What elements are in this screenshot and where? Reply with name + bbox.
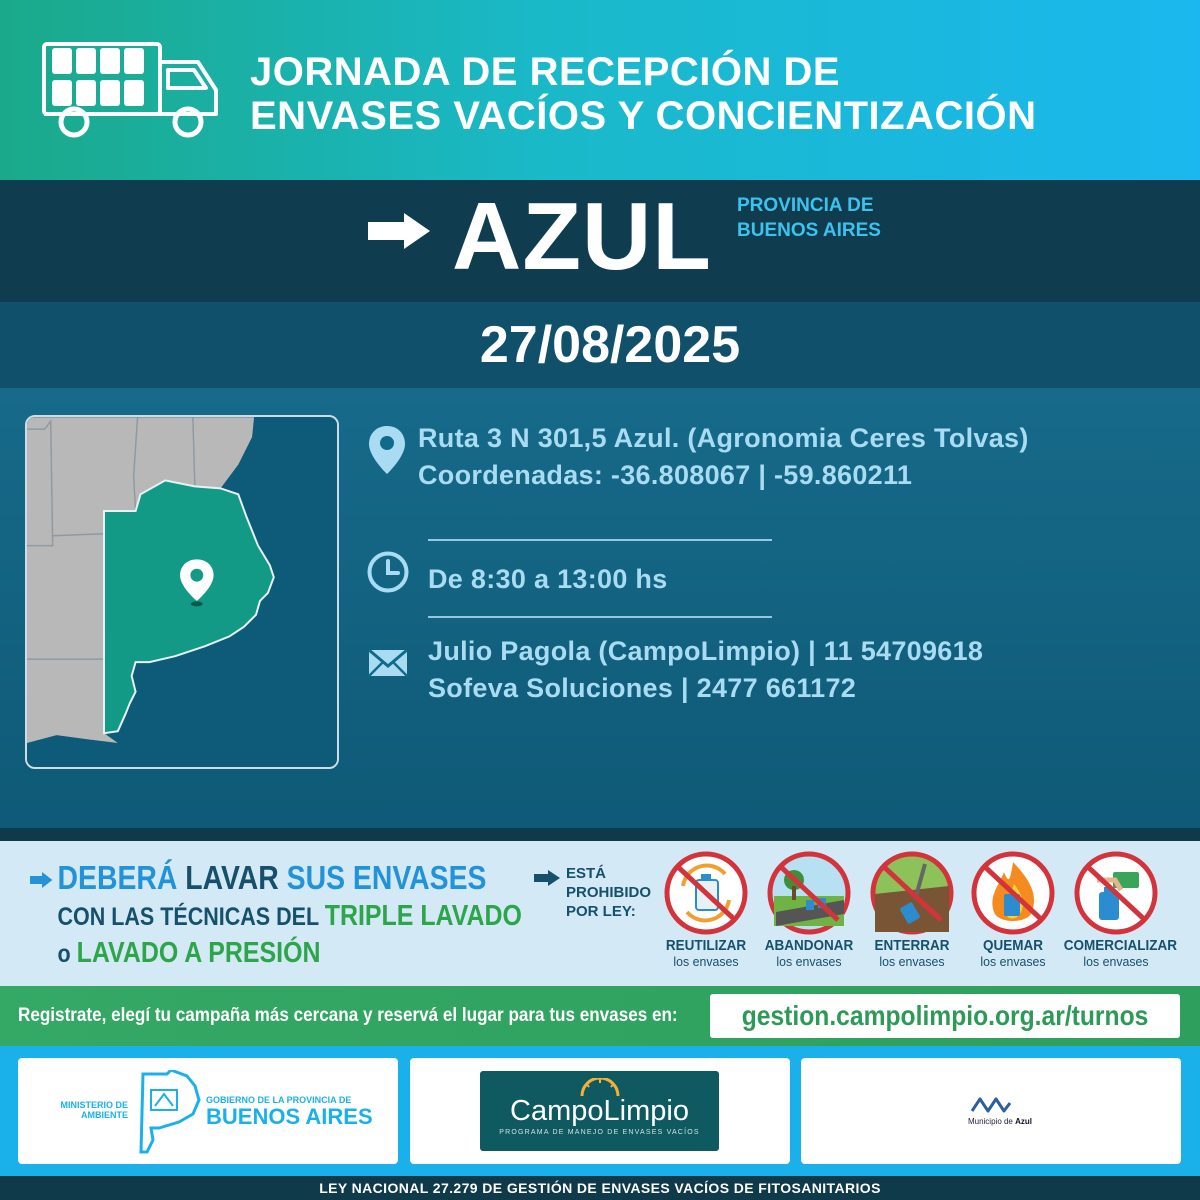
clock-icon	[366, 550, 410, 594]
title-line-1: JORNADA DE RECEPCIÓN DE	[250, 50, 841, 94]
contact-block	[428, 633, 983, 707]
buenos-aires-label: BUENOS AIRES	[206, 1104, 373, 1129]
prohibited-object: los envases	[879, 954, 945, 969]
province-map-graphic	[27, 417, 337, 767]
prohibited-sell	[1058, 850, 1178, 969]
contact-line-1: Julio Pagola (CampoLimpio) | 11 54709618	[428, 636, 984, 666]
event-date: 27/08/2025	[479, 316, 741, 374]
divider	[428, 539, 772, 541]
no-abandon-icon	[766, 850, 852, 936]
campolimpio-name: CampoLimpio	[510, 1095, 689, 1127]
location-pin-icon	[366, 424, 408, 476]
footer-law: LEY NACIONAL 27.279 DE GESTIÓN DE ENVASES VACÍOS DE FITOSANITARIOS	[0, 1176, 1200, 1200]
prohibited-abandon	[751, 850, 867, 969]
province-line-2: BUENOS AIRES	[737, 220, 881, 241]
page-title	[250, 50, 1180, 138]
separator-band	[0, 828, 1200, 841]
no-reuse-icon	[663, 850, 749, 936]
address-line: Ruta 3 N 301,5 Azul. (Agronomia Ceres Tolvas)	[418, 423, 1029, 453]
arrow-right-icon	[534, 870, 560, 886]
prohibited-object: los envases	[776, 954, 842, 969]
prohibited-verb: COMERCIALIZAR	[1063, 937, 1178, 954]
washing-notice-line-1: DEBERÁ LAVAR SUS ENVASES	[30, 858, 522, 898]
prohibited-reuse	[648, 850, 764, 969]
no-sell-icon	[1073, 850, 1159, 936]
register-url-link[interactable]: gestion.campolimpio.org.ar/turnos	[710, 994, 1180, 1038]
arrow-right-icon	[366, 212, 432, 250]
washing-notice-line-2: CON LAS TÉCNICAS DEL TRIPLE LAVADO	[57, 900, 522, 932]
no-bury-icon	[869, 850, 955, 936]
location-map	[25, 415, 339, 769]
prohibited-bury	[854, 850, 970, 969]
address-block	[418, 420, 1029, 494]
gobierno-label: GOBIERNO DE LA PROVINCIA DE	[206, 1095, 352, 1105]
washing-notice	[30, 858, 602, 972]
truck-icon	[38, 34, 238, 144]
contact-line-2: Sofeva Soluciones | 2477 661172	[428, 673, 857, 703]
province-label	[737, 193, 881, 243]
hours-text: De 8:30 a 13:00 hs	[428, 564, 668, 594]
title-line-2: ENVASES VACÍOS Y CONCIENTIZACIÓN	[250, 94, 1037, 138]
prohibited-burn	[955, 850, 1071, 969]
prohibited-verb: REUTILIZAR	[665, 937, 747, 954]
campolimpio-subtitle: PROGRAMA DE MANEJO DE ENVASES VACÍOS	[499, 1129, 700, 1136]
prohibited-verb: QUEMAR	[982, 937, 1043, 954]
prohibited-object: los envases	[673, 954, 739, 969]
divider	[428, 616, 772, 618]
province-line-1: PROVINCIA DE	[737, 195, 874, 216]
prohibited-verb: ABANDONAR	[764, 937, 854, 954]
register-text: Registrate, elegí tu campaña más cercana y reservá el lugar para tus envases en:	[18, 1005, 678, 1026]
mail-icon	[367, 648, 409, 678]
municipio-logo-icon	[970, 1095, 1012, 1113]
ministry-label: MINISTERIO DE AMBIENTE	[60, 1100, 128, 1120]
city-name: AZUL	[452, 183, 712, 290]
prohibited-object: los envases	[980, 954, 1046, 969]
prohibited-verb: ENTERRAR	[874, 937, 950, 954]
arrow-right-icon	[30, 872, 52, 888]
prohibited-object: los envases	[1083, 954, 1149, 969]
washing-notice-line-3: o LAVADO A PRESIÓN	[57, 937, 321, 969]
coordinates-line: Coordenadas: -36.808067 | -59.860211	[418, 460, 913, 490]
municipio-label: Municipio de Azul	[967, 1117, 1033, 1126]
no-burn-icon	[970, 850, 1056, 936]
province-shape-logo-icon	[137, 1070, 203, 1154]
